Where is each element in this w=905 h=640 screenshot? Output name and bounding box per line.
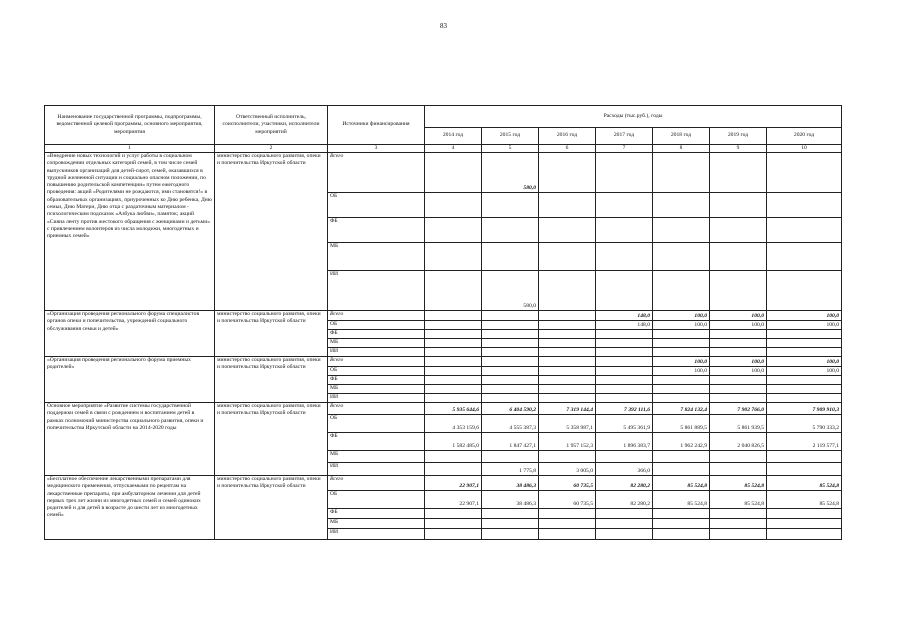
header-source: Источники финансирования — [328, 106, 425, 145]
value-cell — [653, 339, 710, 348]
value-cell: 1 957 152,3 — [539, 433, 596, 451]
value-cell — [596, 385, 653, 394]
value-cell — [482, 376, 539, 385]
value-cell — [596, 357, 653, 367]
column-index: 8 — [653, 145, 710, 153]
value-cell — [425, 153, 482, 193]
source-mb: МБ — [328, 385, 425, 394]
value-cell — [482, 193, 539, 218]
value-cell: 85 524,8 — [653, 491, 710, 509]
value-cell — [482, 243, 539, 271]
value-cell: 4 555 387,3 — [482, 415, 539, 433]
value-cell — [596, 153, 653, 193]
value-cell — [710, 218, 767, 243]
value-cell — [596, 394, 653, 403]
source-mb: МБ — [328, 339, 425, 348]
value-cell: 100,0 — [710, 357, 767, 367]
row-executor: министерство социального развития, опеки и попечительства Иркутской области — [215, 357, 328, 403]
value-cell — [425, 271, 482, 311]
table-row — [45, 476, 842, 491]
row-executor: министерство социального развития, опеки и попечительства Иркутской области — [215, 403, 328, 476]
value-cell: 6 404 590,2 — [482, 403, 539, 415]
value-cell — [425, 385, 482, 394]
row-name: «Организация проведения регионального форума специалистов органов опеки и попечительства, учреждений социального обслуживания семьи и детей» — [45, 311, 215, 357]
header-year: 2017 год — [596, 128, 653, 145]
value-cell — [596, 243, 653, 271]
column-index-row — [45, 145, 842, 153]
value-cell: 1 582 485,0 — [425, 433, 482, 451]
value-cell — [710, 339, 767, 348]
value-cell — [767, 153, 842, 193]
value-cell — [482, 218, 539, 243]
value-cell — [653, 348, 710, 357]
value-cell — [596, 376, 653, 385]
value-cell — [482, 348, 539, 357]
value-cell — [710, 519, 767, 529]
value-cell — [653, 519, 710, 529]
value-cell: 85 524,8 — [653, 476, 710, 491]
value-cell — [767, 243, 842, 271]
table-row — [45, 357, 842, 367]
value-cell — [767, 376, 842, 385]
value-cell: 4 353 159,6 — [425, 415, 482, 433]
value-cell — [710, 243, 767, 271]
source-fb: ФБ — [328, 376, 425, 385]
value-cell — [596, 348, 653, 357]
source-total: Всего — [328, 357, 425, 367]
header-expenses: Расходы (тыс.руб.), годы — [425, 106, 842, 128]
value-cell — [710, 385, 767, 394]
header-year: 2015 год — [482, 128, 539, 145]
value-cell — [482, 394, 539, 403]
value-cell — [710, 348, 767, 357]
value-cell: 60 735,5 — [539, 476, 596, 491]
header-year: 2018 год — [653, 128, 710, 145]
source-ii: ИИ — [328, 463, 425, 476]
value-cell — [596, 529, 653, 540]
row-name: Основное мероприятие «Развитие системы государственной поддержки семей в связи с рождением и воспитанием детей в рамках полномочий министерства социального развития, опеки и попечительства Иркутской области на 2014-2020 годы — [45, 403, 215, 476]
source-ob: ОБ — [328, 415, 425, 433]
value-cell — [539, 357, 596, 367]
value-cell: 3 005,0 — [539, 463, 596, 476]
source-ob: ОБ — [328, 491, 425, 509]
source-fb: ФБ — [328, 509, 425, 519]
value-cell — [653, 376, 710, 385]
value-cell — [425, 451, 482, 463]
value-cell — [710, 271, 767, 311]
value-cell: 100,0 — [710, 321, 767, 330]
value-cell — [710, 193, 767, 218]
table-body — [45, 153, 842, 540]
value-cell — [767, 330, 842, 339]
value-cell — [425, 394, 482, 403]
source-total: Всего — [328, 311, 425, 321]
value-cell — [539, 519, 596, 529]
value-cell — [596, 193, 653, 218]
row-name: «Бесплатное обеспечение лекарственными препаратами для медицинского применения, отпускаемыми по рецептам на лекарственные препараты, при амбулаторном лечении для детей первых трех лет жизни из многодетных семей и семей одиноких родителей и для детей в возрасте до шести лет из многодетных семей» — [45, 476, 215, 540]
value-cell: 580,0 — [482, 271, 539, 311]
header-year: 2014 год — [425, 128, 482, 145]
value-cell: 100,0 — [710, 367, 767, 376]
value-cell — [767, 451, 842, 463]
value-cell — [767, 193, 842, 218]
value-cell: 7 319 144,4 — [539, 403, 596, 415]
value-cell: 82 280,2 — [596, 476, 653, 491]
value-cell: 1 775,8 — [482, 463, 539, 476]
source-fb: ФБ — [328, 218, 425, 243]
value-cell — [539, 529, 596, 540]
value-cell — [482, 311, 539, 321]
value-cell: 5 861 889,5 — [653, 415, 710, 433]
value-cell: 22 907,1 — [425, 491, 482, 509]
value-cell — [710, 376, 767, 385]
value-cell: 148,0 — [596, 311, 653, 321]
source-ii: ИИ — [328, 271, 425, 311]
table-row — [45, 153, 842, 193]
value-cell — [653, 193, 710, 218]
value-cell: 7 824 132,4 — [653, 403, 710, 415]
value-cell: 100,0 — [653, 311, 710, 321]
value-cell — [539, 509, 596, 519]
value-cell — [539, 193, 596, 218]
value-cell — [653, 243, 710, 271]
value-cell — [596, 271, 653, 311]
value-cell: 5 495 361,9 — [596, 415, 653, 433]
value-cell — [425, 311, 482, 321]
financing-table — [44, 105, 842, 540]
value-cell: 100,0 — [653, 367, 710, 376]
value-cell — [539, 367, 596, 376]
value-cell — [596, 218, 653, 243]
value-cell — [539, 218, 596, 243]
value-cell — [767, 385, 842, 394]
value-cell — [482, 451, 539, 463]
value-cell — [539, 243, 596, 271]
value-cell — [596, 367, 653, 376]
column-index: 6 — [539, 145, 596, 153]
value-cell — [767, 339, 842, 348]
value-cell — [596, 330, 653, 339]
value-cell: 5 790 333,2 — [767, 415, 842, 433]
value-cell — [425, 376, 482, 385]
row-executor: министерство социального развития, опеки и попечительства Иркутской области — [215, 476, 328, 540]
value-cell — [482, 519, 539, 529]
row-name: «Организация проведения регионального форума приемных родителей» — [45, 357, 215, 403]
source-ob: ОБ — [328, 321, 425, 330]
table-row — [45, 403, 842, 415]
source-total: Всего — [328, 403, 425, 415]
source-ob: ОБ — [328, 193, 425, 218]
column-index: 7 — [596, 145, 653, 153]
value-cell: 1 962 242,9 — [653, 433, 710, 451]
value-cell — [653, 153, 710, 193]
value-cell: 148,0 — [596, 321, 653, 330]
column-index: 1 — [45, 145, 215, 153]
source-ii: ИИ — [328, 529, 425, 540]
column-index: 5 — [482, 145, 539, 153]
source-total: Всего — [328, 476, 425, 491]
value-cell — [482, 367, 539, 376]
value-cell — [767, 348, 842, 357]
value-cell — [653, 463, 710, 476]
value-cell — [425, 193, 482, 218]
value-cell — [482, 330, 539, 339]
value-cell — [482, 339, 539, 348]
header-year: 2016 год — [539, 128, 596, 145]
column-index: 2 — [215, 145, 328, 153]
value-cell — [539, 153, 596, 193]
value-cell: 100,0 — [767, 321, 842, 330]
value-cell: 1 847 427,1 — [482, 433, 539, 451]
value-cell: 100,0 — [767, 311, 842, 321]
value-cell: 7 909 910,3 — [767, 403, 842, 415]
value-cell: 1 896 383,7 — [596, 433, 653, 451]
value-cell — [482, 529, 539, 540]
value-cell — [710, 153, 767, 193]
value-cell — [482, 385, 539, 394]
value-cell — [710, 330, 767, 339]
column-index: 4 — [425, 145, 482, 153]
column-index: 9 — [710, 145, 767, 153]
value-cell: 60 735,5 — [539, 491, 596, 509]
value-cell — [596, 519, 653, 529]
value-cell — [425, 367, 482, 376]
header-executor: Ответственный исполнитель, соисполнители, участники, исполнители мероприятий — [215, 106, 328, 145]
value-cell — [767, 509, 842, 519]
value-cell: 22 907,1 — [425, 476, 482, 491]
value-cell: 38 486,3 — [482, 491, 539, 509]
value-cell — [653, 385, 710, 394]
value-cell — [596, 451, 653, 463]
row-name: «Внедрение новых технологий и услуг работы в социальном сопровождении отдельных категорий семей, в том числе семей выпускников организаций для детей-сирот, семей, оказавшихся в трудной жизненной ситуации и социально опасном положении, по повышению родительской компетенции» путем ежегодного проведения: акций «Родителями не рождаются, ими становятся!» в образовательных организациях, приуроченных ко Дню ребенка, Дню семьи, Дню Матери, Дню отца с раздаточным материалом - психологическим подсказок «Азбука любви», памяток; акций «Сияна ленту против жестокого обращения с женщинами и детьми» с привлечением волонтеров из числа молодежи, многодетных и приемных семей» — [45, 153, 215, 311]
value-cell: 100,0 — [653, 321, 710, 330]
value-cell: 100,0 — [767, 357, 842, 367]
value-cell — [425, 321, 482, 330]
value-cell: 7 902 766,0 — [710, 403, 767, 415]
value-cell — [767, 529, 842, 540]
value-cell — [596, 339, 653, 348]
value-cell — [425, 218, 482, 243]
column-index: 3 — [328, 145, 425, 153]
value-cell: 366,0 — [596, 463, 653, 476]
value-cell — [767, 519, 842, 529]
source-mb: МБ — [328, 451, 425, 463]
source-fb: ФБ — [328, 433, 425, 451]
source-mb: МБ — [328, 519, 425, 529]
value-cell — [539, 385, 596, 394]
value-cell — [425, 519, 482, 529]
row-executor: министерство социального развития, опеки и попечительства Иркутской области — [215, 153, 328, 311]
value-cell — [539, 394, 596, 403]
value-cell: 2 040 826,5 — [710, 433, 767, 451]
value-cell — [710, 529, 767, 540]
source-fb: ФБ — [328, 330, 425, 339]
value-cell — [539, 451, 596, 463]
header-year: 2019 год — [710, 128, 767, 145]
value-cell — [539, 348, 596, 357]
value-cell — [653, 271, 710, 311]
value-cell — [653, 451, 710, 463]
value-cell — [767, 271, 842, 311]
value-cell — [482, 321, 539, 330]
value-cell: 2 119 577,1 — [767, 433, 842, 451]
value-cell — [425, 243, 482, 271]
value-cell — [653, 529, 710, 540]
value-cell — [767, 218, 842, 243]
value-cell — [425, 463, 482, 476]
value-cell — [425, 330, 482, 339]
source-total: Всего — [328, 153, 425, 193]
value-cell — [710, 463, 767, 476]
source-ii: ИИ — [328, 394, 425, 403]
value-cell — [482, 509, 539, 519]
value-cell: 5 861 939,5 — [710, 415, 767, 433]
value-cell — [710, 394, 767, 403]
source-ob: ОБ — [328, 367, 425, 376]
header-name: Наименование государственной программы, подпрограммы, ведомственной целевой программы, основного мероприятия, мероприятия — [45, 106, 215, 145]
value-cell — [539, 271, 596, 311]
value-cell — [653, 394, 710, 403]
value-cell: 7 392 111,6 — [596, 403, 653, 415]
value-cell — [425, 339, 482, 348]
value-cell — [767, 394, 842, 403]
value-cell: 100,0 — [653, 357, 710, 367]
value-cell — [539, 339, 596, 348]
value-cell — [653, 509, 710, 519]
value-cell — [596, 509, 653, 519]
value-cell — [767, 463, 842, 476]
value-cell — [425, 348, 482, 357]
value-cell — [653, 218, 710, 243]
source-mb: МБ — [328, 243, 425, 271]
value-cell: 100,0 — [767, 367, 842, 376]
value-cell: 5 358 987,1 — [539, 415, 596, 433]
value-cell — [539, 311, 596, 321]
value-cell — [710, 509, 767, 519]
value-cell — [425, 509, 482, 519]
value-cell: 5 935 644,6 — [425, 403, 482, 415]
value-cell: 85 524,8 — [710, 476, 767, 491]
value-cell — [425, 357, 482, 367]
value-cell: 85 524,8 — [710, 491, 767, 509]
value-cell: 85 524,8 — [767, 491, 842, 509]
table-row — [45, 311, 842, 321]
value-cell: 38 486,3 — [482, 476, 539, 491]
value-cell — [539, 376, 596, 385]
value-cell — [539, 330, 596, 339]
row-executor: министерство социального развития, опеки и попечительства Иркутской области — [215, 311, 328, 357]
value-cell: 85 524,8 — [767, 476, 842, 491]
page-number: 83 — [440, 22, 447, 30]
column-index: 10 — [767, 145, 842, 153]
header-year: 2020 год — [767, 128, 842, 145]
value-cell: 580,0 — [482, 153, 539, 193]
value-cell — [425, 529, 482, 540]
value-cell: 82 280,2 — [596, 491, 653, 509]
value-cell: 100,0 — [710, 311, 767, 321]
value-cell — [653, 330, 710, 339]
source-ii: ИИ — [328, 348, 425, 357]
value-cell — [710, 451, 767, 463]
value-cell — [482, 357, 539, 367]
value-cell — [539, 321, 596, 330]
